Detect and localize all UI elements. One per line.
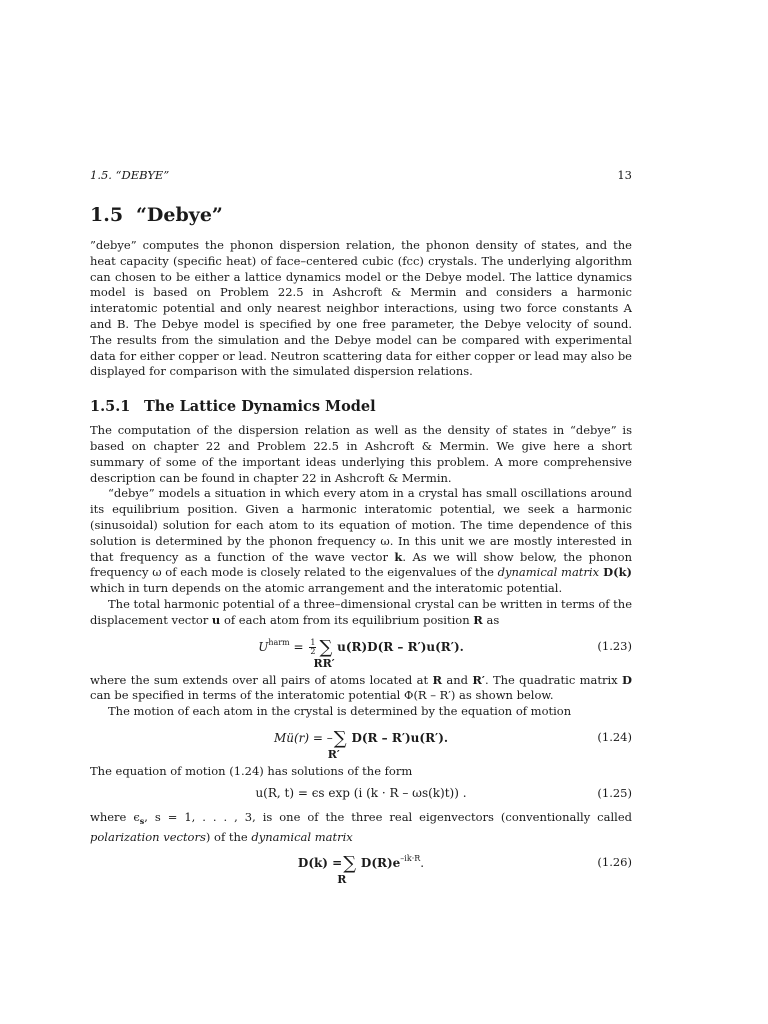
text-run: “debye” models a situation in which every atom in a crystal has small oscillations around its equilibrium position. Given a harmonic interatomic potential, we seek a harmonic (sinusoidal) solution for each atom to its equation of motion. The time dependence of this solution is determined by the phonon frequency ω. In this unit we are mostly interested in that frequency as a function of the wave vector (90, 486, 632, 564)
eq-rhs: u(R)D(R – R′)u(R′). (337, 639, 464, 654)
page (90, 160, 632, 889)
equation-body: $U^{harm}$ = $\frac{1}{2}$ ∑ RR′ u(R)D(R – R′)u(R′). (258, 636, 464, 670)
text-run: . The quadratic matrix (484, 672, 623, 687)
running-head-title: 1.5. “DEBYE” (90, 168, 170, 182)
sum-symbol: ∑ RR′ (313, 636, 335, 670)
running-head (90, 160, 632, 180)
section-number: 1.5 (90, 204, 124, 226)
text-run: The total harmonic potential of a three–dimensional crystal can be written in terms of the displacement vector (90, 596, 633, 627)
sum-subscript: R′ (327, 747, 340, 761)
paragraph-2 (90, 486, 632, 597)
equation-1-23 (90, 633, 632, 669)
eq-lhs: D(k) = (297, 856, 343, 871)
text-run: D(k) (599, 565, 632, 580)
text-run: can be specified in terms of the interatomic potential Φ(R – R′) as shown below. (90, 688, 554, 703)
eq-lhs: Mü(r) = – (273, 730, 333, 745)
text-run: . As we will show below, the phonon frequency ω of each mode is closely related to the eigenvalues of the (90, 549, 633, 580)
text-run: R′ (472, 672, 485, 687)
equation-body: u(R, t) = ϵs exp (i (k · R – ωs(k)t)) . (255, 785, 467, 800)
text-run: , s = 1, . . . , 3, is one of the three real eigenvectors (conventionally called (144, 809, 632, 824)
text-run: R (473, 612, 483, 627)
equation-1-24 (90, 724, 632, 760)
eq-exponent: –ik·R (400, 854, 421, 864)
sum-symbol: ∑ R (337, 853, 357, 887)
fraction (309, 639, 316, 656)
subsection-heading (90, 398, 632, 415)
text-run: ) of the (205, 829, 252, 844)
equation-number: (1.26) (597, 855, 632, 870)
text-run: u (211, 612, 221, 627)
subsection-number: 1.5.1 (90, 398, 131, 416)
frac-bottom: 2 (310, 646, 316, 656)
text-run: of each atom from its equilibrium position (220, 612, 474, 627)
equation-1-26 (90, 849, 632, 885)
subsection-title: The Lattice Dynamics Model (144, 398, 376, 416)
text-run: polarization vectors (90, 829, 206, 844)
equation-number: (1.24) (597, 729, 632, 744)
equation-number: (1.25) (597, 785, 632, 800)
text-run: dynamical matrix (251, 829, 353, 844)
text-run: D (622, 672, 632, 687)
eq-tail: . (420, 856, 425, 871)
paragraph-6: The equation of motion (1.24) has solutions of the form (90, 763, 413, 778)
equation-body (90, 853, 632, 887)
eq-rhs: D(R)e (360, 856, 401, 871)
sum-subscript: RR′ (313, 656, 335, 670)
sum-symbol: ∑ R′ (327, 727, 347, 761)
text-run: which in turn depends on the atomic arrangement and the interatomic potential. (90, 581, 563, 596)
text-run: R (432, 672, 443, 687)
paragraph-5: The motion of each atom in the crystal is determined by the equation of motion (108, 704, 572, 719)
intro-paragraph: ”debye” computes the phonon dispersion relation, the phonon density of states, and the heat capacity (specific heat) of face–centered cubic (fcc) crystals. The underlying algorithm can chosen to be either a lattice dynamics model or the Debye model. The lattice dynamics model is based on Problem 22.5 in Ashcroft & Mermin and considers a harmonic interatomic potential and only nearest neighbor interactions, using two force constants A and B. The Debye model is specified by one free parameter, the Debye velocity of sound. The results from the simulation and the Debye model can be compared with experimental data for either copper or lead. Neutron scattering data for either copper or lead may also be displayed for comparison with the simulated dispersion relations. (90, 238, 632, 379)
text-run: dynamical matrix (497, 565, 600, 580)
eq-sup: harm (268, 637, 290, 647)
text-run: as (482, 612, 500, 627)
text-run: and (442, 672, 473, 687)
section-heading (90, 204, 632, 226)
equation-body (90, 727, 632, 761)
page-number: 13 (617, 168, 632, 182)
equation-number: (1.23) (597, 638, 632, 653)
equation-1-25 (90, 784, 632, 806)
eq-rhs: D(R – R′)u(R′). (351, 730, 449, 745)
text-run: where the sum extends over all pairs of atoms located at (90, 672, 433, 687)
text-run: s (139, 815, 145, 826)
text-run: where ϵ (90, 809, 140, 824)
frac-top: 1 (310, 637, 316, 647)
eq-lhs: U (258, 639, 269, 654)
sum-subscript: R (337, 873, 347, 887)
paragraph-4 (90, 673, 632, 705)
paragraph-7 (90, 810, 632, 846)
paragraph-1: The computation of the dispersion relation as well as the density of states in “debye” is based on chapter 22 and Problem 22.5 in Ashcroft & Mermin. We give here a short summary of some of the important ideas underlying this problem. A more comprehensive description can be found in chapter 22 in Ashcroft & Mermin. (90, 423, 632, 485)
text-run: k (394, 549, 403, 564)
paragraph-3 (90, 597, 632, 629)
section-title: “Debye” (136, 204, 223, 226)
